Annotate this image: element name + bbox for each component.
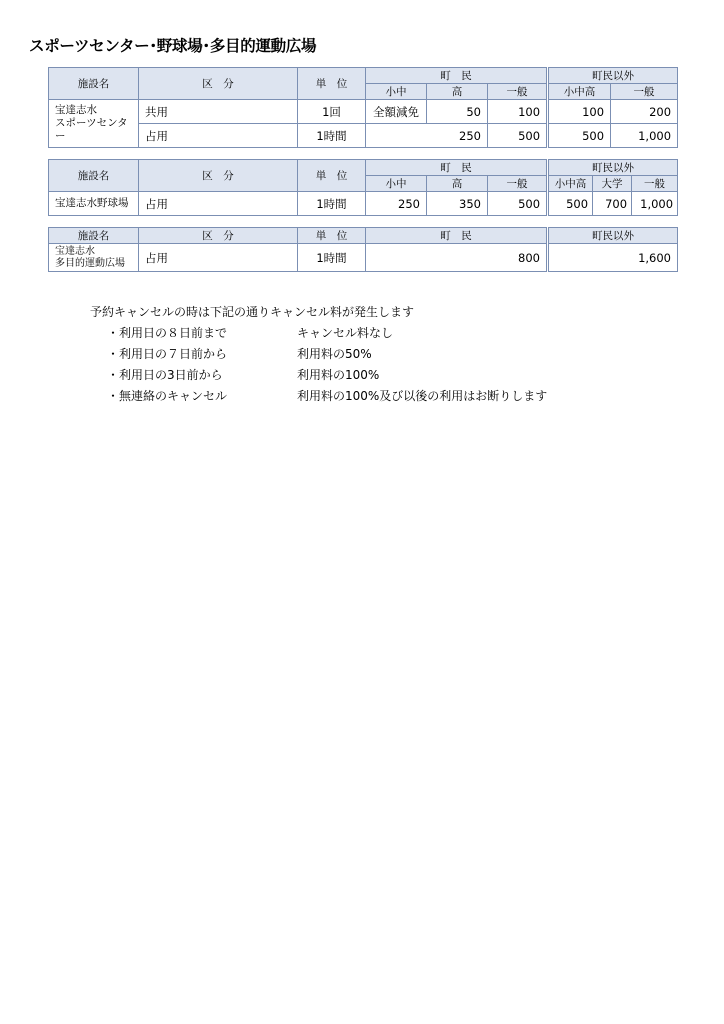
header-facility: 施設名 [49, 228, 139, 244]
fee-cell: 200 [611, 100, 678, 124]
header-resident: 町 民 [366, 228, 548, 244]
cancellation-intro: 予約キャンセルの時は下記の通りキャンセル料が発生します [90, 305, 415, 319]
fee-cell: 500 [548, 192, 593, 216]
cancel-timing: ・利用日の3日前から [107, 368, 223, 382]
fee-cell: 250 [366, 124, 488, 148]
fee-cell: 100 [548, 100, 611, 124]
header-unit: 単 位 [298, 68, 366, 100]
list-item [90, 344, 547, 365]
cancel-timing: ・無連絡のキャンセル [107, 389, 228, 403]
header-res-elem-jr: 小中 [366, 176, 427, 192]
fee-cell: 500 [548, 124, 611, 148]
unit-cell: 1時間 [298, 192, 366, 216]
header-non-elem-jr-high: 小中高 [548, 176, 593, 192]
fee-cell: 500 [488, 124, 548, 148]
table-row [49, 244, 678, 272]
header-non-general: 一般 [632, 176, 678, 192]
category-cell: 占用 [139, 244, 298, 272]
facility-name [49, 100, 139, 148]
header-facility: 施設名 [49, 160, 139, 192]
header-category: 区 分 [139, 68, 298, 100]
fee-cell: 250 [366, 192, 427, 216]
facility-name-line: 多目的運動広場 [55, 257, 125, 269]
baseball-field-fee-table [48, 159, 678, 216]
facility-name [49, 244, 139, 272]
header-facility: 施設名 [49, 68, 139, 100]
header-res-high: 高 [427, 176, 488, 192]
fee-cell: 1,000 [632, 192, 678, 216]
cancel-fee: 利用料の100%及び以後の利用はお断りします [297, 389, 548, 403]
fee-cell: 700 [593, 192, 632, 216]
cancel-fee: 利用料の100% [297, 368, 380, 382]
header-unit: 単 位 [298, 160, 366, 192]
unit-cell: 1時間 [298, 244, 366, 272]
category-cell: 占用 [139, 124, 298, 148]
multipurpose-field-fee-table [48, 227, 678, 272]
fee-cell: 1,600 [548, 244, 678, 272]
fee-cell: 350 [427, 192, 488, 216]
fee-cell: 1,000 [611, 124, 678, 148]
facility-name-line: 宝達志水 [55, 104, 97, 116]
table-row [49, 192, 678, 216]
header-unit: 単 位 [298, 228, 366, 244]
category-cell: 共用 [139, 100, 298, 124]
header-non-college: 大学 [593, 176, 632, 192]
header-res-high: 高 [427, 84, 488, 100]
cancel-fee: 利用料の50% [297, 347, 372, 361]
header-res-general: 一般 [488, 176, 548, 192]
sports-center-fee-table [48, 67, 678, 148]
header-res-elem-jr: 小中 [366, 84, 427, 100]
header-category: 区 分 [139, 160, 298, 192]
fee-cell: 全額減免 [366, 100, 427, 124]
page-title: スポーツセンター･野球場･多目的運動広場 [29, 37, 317, 55]
facility-name: 宝達志水野球場 [49, 192, 139, 216]
header-resident: 町 民 [366, 68, 548, 84]
fee-cell: 100 [488, 100, 548, 124]
fee-cell: 800 [366, 244, 548, 272]
table-row [49, 124, 678, 148]
header-nonresident: 町民以外 [548, 228, 678, 244]
header-nonresident: 町民以外 [548, 68, 678, 84]
header-non-general: 一般 [611, 84, 678, 100]
list-item [90, 386, 547, 407]
list-item [90, 365, 547, 386]
cancellation-notes [90, 302, 547, 407]
cancel-timing: ・利用日の７日前から [107, 347, 228, 361]
cancel-timing: ・利用日の８日前まで [107, 326, 228, 340]
category-cell: 占用 [139, 192, 298, 216]
unit-cell: 1回 [298, 100, 366, 124]
cancel-fee: キャンセル料なし [297, 326, 394, 340]
header-nonresident: 町民以外 [548, 160, 678, 176]
list-item [90, 323, 547, 344]
header-res-general: 一般 [488, 84, 548, 100]
header-category: 区 分 [139, 228, 298, 244]
facility-name-line: スポーツセンター [55, 117, 128, 142]
table-row [49, 100, 678, 124]
fee-cell: 50 [427, 100, 488, 124]
header-non-elem-jr-high: 小中高 [548, 84, 611, 100]
header-resident: 町 民 [366, 160, 548, 176]
unit-cell: 1時間 [298, 124, 366, 148]
facility-name-line: 宝達志水 [55, 245, 95, 257]
fee-cell: 500 [488, 192, 548, 216]
